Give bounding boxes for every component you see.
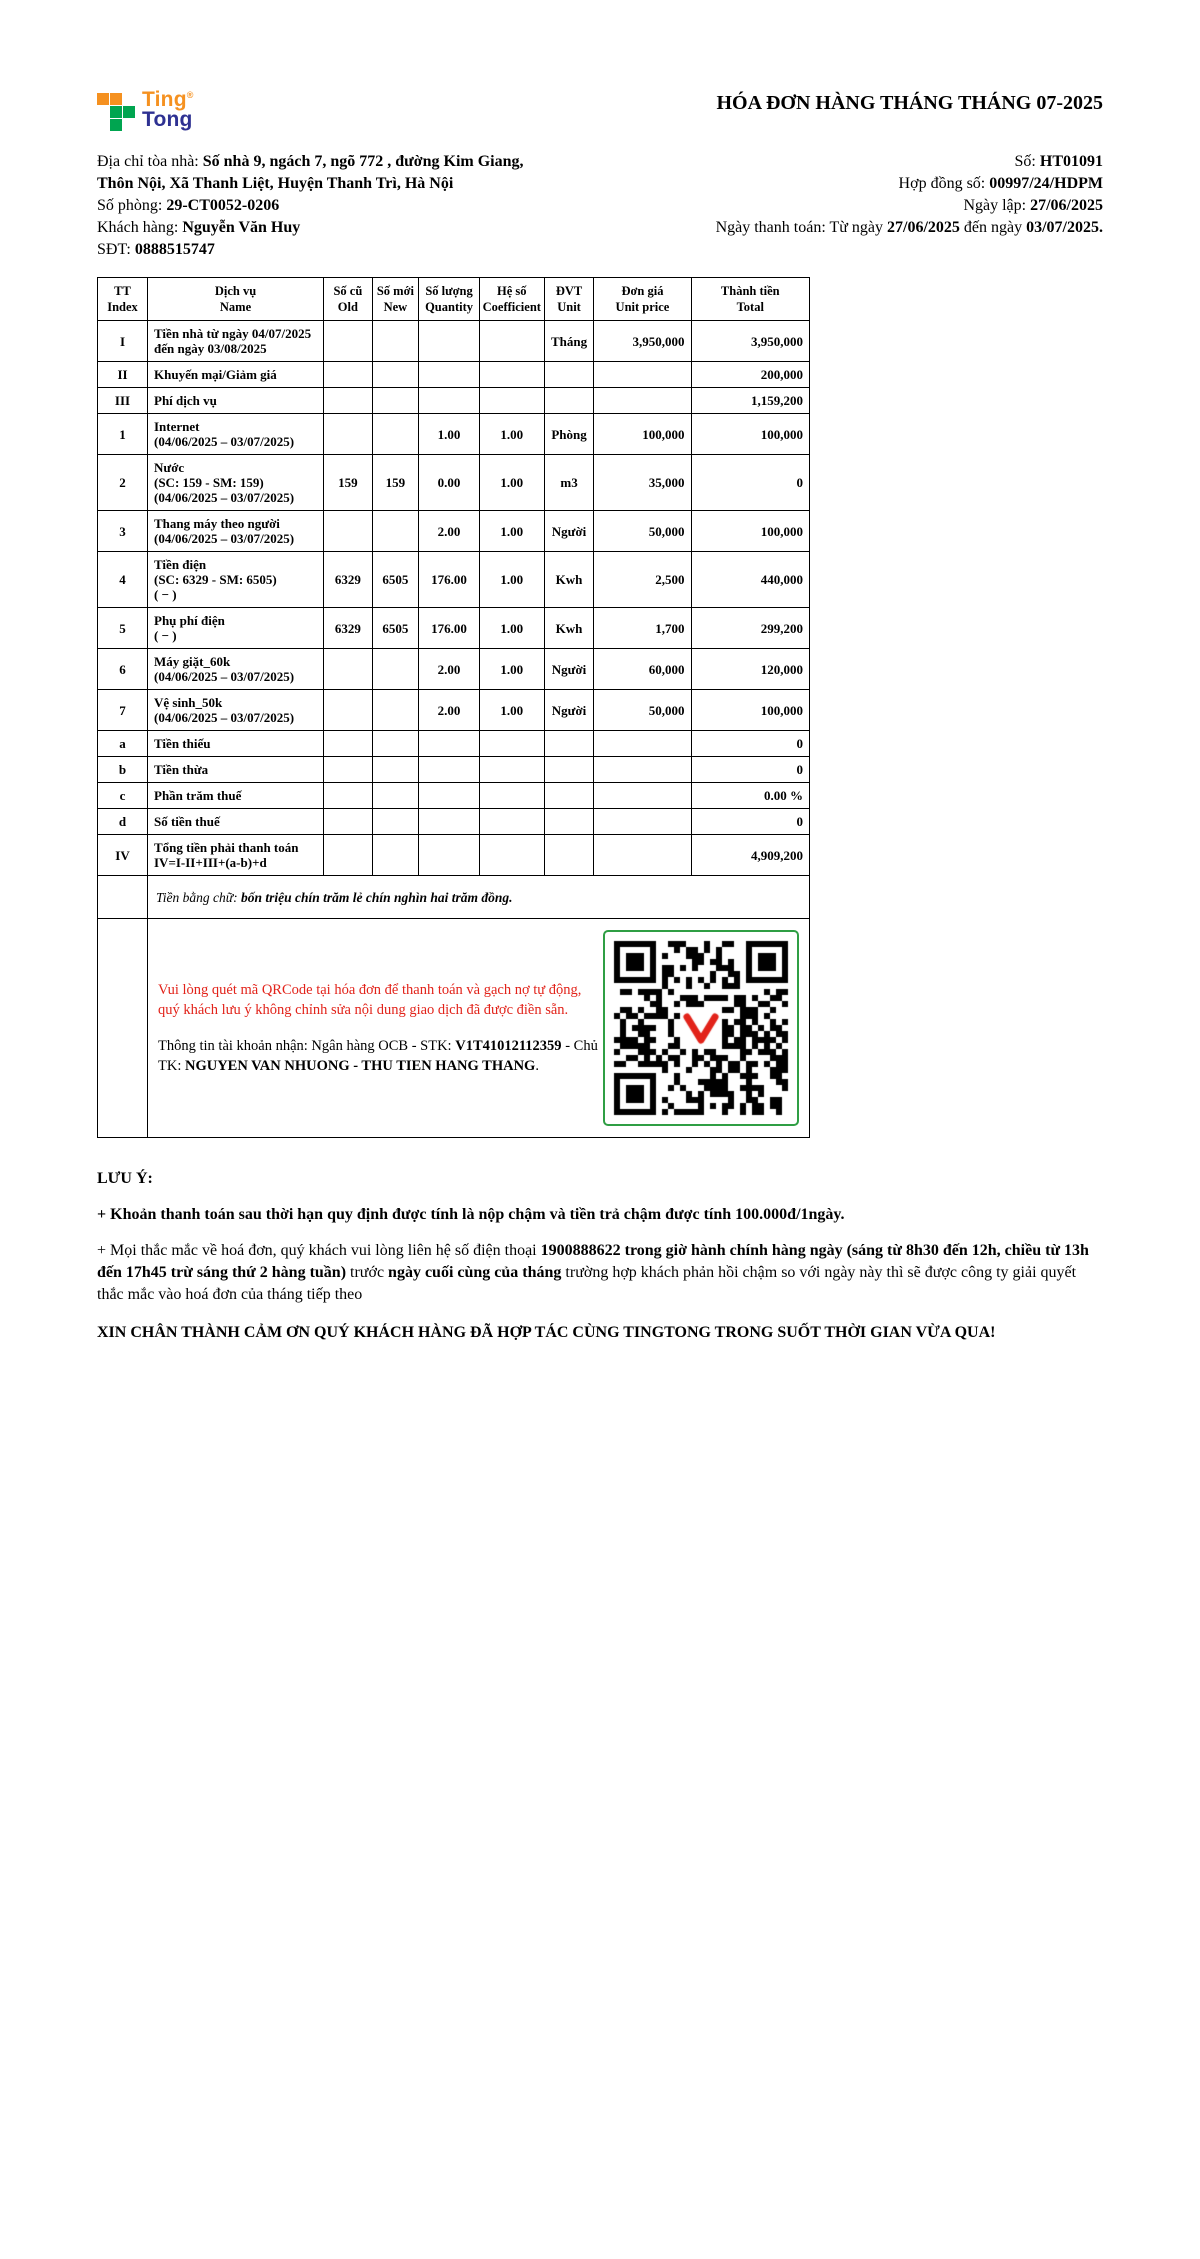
cell-total: 0.00 % <box>691 783 809 809</box>
cell-coef <box>479 362 544 388</box>
column-header: ĐVT Unit <box>544 278 594 321</box>
cell-total: 3,950,000 <box>691 321 809 362</box>
cell-unit: Người <box>544 511 594 552</box>
cell-coef: 1.00 <box>479 511 544 552</box>
cell-old <box>324 362 373 388</box>
cell-unit <box>544 835 594 876</box>
cell-name: Số tiền thuế <box>148 809 324 835</box>
invoice-row-5 <box>98 608 810 649</box>
cell-total: 200,000 <box>691 362 809 388</box>
invoice-row-1 <box>98 414 810 455</box>
cell-tt: 1 <box>98 414 148 455</box>
cell-qty <box>419 321 480 362</box>
invoice-table-body <box>98 321 810 876</box>
logo-pixel <box>97 106 109 118</box>
column-header: Dịch vụ Name <box>148 278 324 321</box>
invoice-row-a <box>98 731 810 757</box>
logo-pixel <box>123 93 135 105</box>
tingtong-logo-icon <box>97 93 135 131</box>
qr-code-image <box>608 935 794 1121</box>
cell-unit <box>544 757 594 783</box>
cell-qty <box>419 783 480 809</box>
contract-number: Hợp đồng số: 00997/24/HDPM <box>898 175 1103 192</box>
column-header: Số mới New <box>372 278 419 321</box>
cell-unit: Phòng <box>544 414 594 455</box>
cell-qty: 2.00 <box>419 511 480 552</box>
cell-unit <box>544 362 594 388</box>
invoice-header <box>97 90 1103 131</box>
cell-old <box>324 649 373 690</box>
cell-price: 2,500 <box>594 552 691 608</box>
late-payment-note: + Khoản thanh toán sau thời hạn quy định được tính là nộp chậm và tiền trả chậm được tính 100.000đ/1ngày. <box>97 1206 845 1223</box>
invoice-row-c <box>98 783 810 809</box>
column-header: TT Index <box>98 278 148 321</box>
cell-price: 50,000 <box>594 511 691 552</box>
column-header: Đơn giá Unit price <box>594 278 691 321</box>
cell-coef <box>479 388 544 414</box>
invoice-row-II <box>98 362 810 388</box>
cell-coef: 1.00 <box>479 608 544 649</box>
cell-unit: Người <box>544 649 594 690</box>
cell-old <box>324 731 373 757</box>
cell-new <box>372 690 419 731</box>
cell-qty <box>419 835 480 876</box>
cell-tt: II <box>98 362 148 388</box>
cell-coef: 1.00 <box>479 649 544 690</box>
cell-qty <box>419 757 480 783</box>
cell-name: Internet (04/06/2025 – 03/07/2025) <box>148 414 324 455</box>
footer-notes <box>97 1168 1103 1344</box>
cell-coef: 1.00 <box>479 552 544 608</box>
cell-unit: Kwh <box>544 552 594 608</box>
cell-price <box>594 362 691 388</box>
cell-price <box>594 809 691 835</box>
cell-coef: 1.00 <box>479 690 544 731</box>
cell-coef: 1.00 <box>479 455 544 511</box>
qr-texts <box>158 980 603 1076</box>
logo-pixel <box>123 119 135 131</box>
cell-coef <box>479 783 544 809</box>
cell-new <box>372 757 419 783</box>
tingtong-logo <box>97 90 194 131</box>
cell-coef: 1.00 <box>479 414 544 455</box>
cell-total: 440,000 <box>691 552 809 608</box>
cell-name: Nước (SC: 159 - SM: 159) (04/06/2025 – 03/07/2025) <box>148 455 324 511</box>
cell-new <box>372 414 419 455</box>
cell-name: Phần trăm thuế <box>148 783 324 809</box>
invoice-table-foot <box>98 876 810 1138</box>
cell-name: Phụ phí điện ( − ) <box>148 608 324 649</box>
cell-total: 1,159,200 <box>691 388 809 414</box>
logo-pixel <box>110 93 122 105</box>
qr-row <box>98 919 810 1138</box>
cell-qty: 0.00 <box>419 455 480 511</box>
cell-new: 6505 <box>372 608 419 649</box>
cell-tt: c <box>98 783 148 809</box>
receiving-account-info: Thông tin tài khoản nhận: Ngân hàng OCB - STK: V1T41012112359 - Chủ TK: NGUYEN VAN NHUONG - THU TIEN HANG THANG. <box>158 1038 598 1074</box>
cell-total: 100,000 <box>691 690 809 731</box>
issue-date: Ngày lập: 27/06/2025 <box>963 197 1103 214</box>
logo-pixel <box>123 106 135 118</box>
cell-price: 35,000 <box>594 455 691 511</box>
invoice-row-b <box>98 757 810 783</box>
cell-name: Vệ sinh_50k (04/06/2025 – 03/07/2025) <box>148 690 324 731</box>
cell-total: 0 <box>691 731 809 757</box>
cell-coef <box>479 731 544 757</box>
cell-price <box>594 783 691 809</box>
cell-new <box>372 649 419 690</box>
cell-new <box>372 731 419 757</box>
cell-coef <box>479 757 544 783</box>
account-number: V1T41012112359 <box>455 1038 562 1054</box>
column-header: Hệ số Coefficient <box>479 278 544 321</box>
cell-tt: 4 <box>98 552 148 608</box>
amount-in-words-row <box>98 876 810 919</box>
cell-unit: Kwh <box>544 608 594 649</box>
cell-new: 6505 <box>372 552 419 608</box>
cell-old: 6329 <box>324 608 373 649</box>
account-holder: NGUYEN VAN NHUONG - THU TIEN HANG THANG <box>184 1058 536 1074</box>
invoice-table-head <box>98 278 810 321</box>
cell-new <box>372 511 419 552</box>
cell-price: 50,000 <box>594 690 691 731</box>
cell-new <box>372 362 419 388</box>
cell-coef <box>479 321 544 362</box>
room-number: Số phòng: 29-CT0052-0206 <box>97 197 280 214</box>
cell-qty <box>419 362 480 388</box>
cell-coef <box>479 835 544 876</box>
info-right <box>716 151 1103 261</box>
cell-unit <box>544 388 594 414</box>
cell-old <box>324 388 373 414</box>
cell-name: Máy giặt_60k (04/06/2025 – 03/07/2025) <box>148 649 324 690</box>
cell-tt: 2 <box>98 455 148 511</box>
logo-pixel <box>110 106 122 118</box>
cell-total: 0 <box>691 455 809 511</box>
cell-new <box>372 835 419 876</box>
cell-total: 100,000 <box>691 511 809 552</box>
cell-tt: 6 <box>98 649 148 690</box>
column-header: Số lượng Quantity <box>419 278 480 321</box>
cell-name: Tiền thừa <box>148 757 324 783</box>
cell-qty: 1.00 <box>419 414 480 455</box>
invoice-info <box>97 151 1103 261</box>
cell-qty: 2.00 <box>419 690 480 731</box>
cell-price <box>594 731 691 757</box>
cell-old <box>324 835 373 876</box>
invoice-row-6 <box>98 649 810 690</box>
cell-qty: 2.00 <box>419 649 480 690</box>
cell-old <box>324 321 373 362</box>
cell-new <box>372 321 419 362</box>
column-header: Thành tiền Total <box>691 278 809 321</box>
cell-name: Tiền điện (SC: 6329 - SM: 6505) ( − ) <box>148 552 324 608</box>
notes-title: LƯU Ý: <box>97 1170 153 1187</box>
hotline-number: 1900888622 trong giờ hành chính hàng ngày (sáng từ 8h30 đến 12h, chiều từ 13h đến 17h45 trừ sáng thứ 2 hàng tuần) <box>97 1242 1089 1281</box>
invoice-row-IV <box>98 835 810 876</box>
cell-name: Thang máy theo người (04/06/2025 – 03/07/2025) <box>148 511 324 552</box>
qr-payment-notice: Vui lòng quét mã QRCode tại hóa đơn để thanh toán và gạch nợ tự động, quý khách lưu ý không chỉnh sửa nội dung giao dịch đã được điền sẵn. <box>158 982 582 1018</box>
cell-name: Tiền nhà từ ngày 04/07/2025 đến ngày 03/08/2025 <box>148 321 324 362</box>
cell-price: 3,950,000 <box>594 321 691 362</box>
cell-unit: Người <box>544 690 594 731</box>
cell-price: 1,700 <box>594 608 691 649</box>
cell-old: 159 <box>324 455 373 511</box>
logo-pixel <box>97 119 109 131</box>
invoice-row-III <box>98 388 810 414</box>
cell-unit: m3 <box>544 455 594 511</box>
cell-total: 4,909,200 <box>691 835 809 876</box>
logo-pixel <box>110 119 122 131</box>
cell-total: 0 <box>691 757 809 783</box>
cell-new: 159 <box>372 455 419 511</box>
cell-unit <box>544 783 594 809</box>
cell-tt: 5 <box>98 608 148 649</box>
cell-name: Tổng tiền phải thanh toán IV=I-II+III+(a-b)+d <box>148 835 324 876</box>
cell-tt: d <box>98 809 148 835</box>
cell-new <box>372 783 419 809</box>
cell-old <box>324 690 373 731</box>
cell-name: Khuyến mại/Giảm giá <box>148 362 324 388</box>
cell-name: Tiền thiếu <box>148 731 324 757</box>
cell-price <box>594 757 691 783</box>
invoice-row-4 <box>98 552 810 608</box>
cell-unit <box>544 809 594 835</box>
qr-code <box>603 930 799 1126</box>
empty-cell <box>98 876 148 919</box>
amount-in-words-value: bốn triệu chín trăm lẻ chín nghìn hai trăm đồng. <box>240 889 513 905</box>
invoice-title: HÓA ĐƠN HÀNG THÁNG THÁNG 07-2025 <box>716 92 1103 114</box>
cell-price: 100,000 <box>594 414 691 455</box>
cell-tt: 3 <box>98 511 148 552</box>
invoice-row-I <box>98 321 810 362</box>
column-header: Số cũ Old <box>324 278 373 321</box>
cell-price: 60,000 <box>594 649 691 690</box>
cell-price <box>594 835 691 876</box>
cell-tt: III <box>98 388 148 414</box>
cell-tt: b <box>98 757 148 783</box>
amount-in-words-label: Tiền bằng chữ: <box>156 889 241 905</box>
cell-tt: a <box>98 731 148 757</box>
header-row <box>98 278 810 321</box>
cell-qty: 176.00 <box>419 552 480 608</box>
phone-number: SĐT: 0888515747 <box>97 241 215 258</box>
cell-total: 0 <box>691 809 809 835</box>
invoice-row-d <box>98 809 810 835</box>
cell-unit <box>544 731 594 757</box>
cell-price <box>594 388 691 414</box>
cell-qty <box>419 809 480 835</box>
cell-qty <box>419 731 480 757</box>
invoice-row-7 <box>98 690 810 731</box>
qr-section-cell <box>148 919 810 1138</box>
cell-name: Phí dịch vụ <box>148 388 324 414</box>
thank-you-message: XIN CHÂN THÀNH CẢM ƠN QUÝ KHÁCH HÀNG ĐÃ HỢP TÁC CÙNG TINGTONG TRONG SUỐT THỜI GIAN VỪA QUA! <box>97 1324 996 1341</box>
invoice-table <box>97 277 810 1138</box>
logo-word-ting: Ting® <box>142 88 194 111</box>
cell-old <box>324 757 373 783</box>
cell-old: 6329 <box>324 552 373 608</box>
cell-tt: I <box>98 321 148 362</box>
cell-tt: IV <box>98 835 148 876</box>
invoice-number: Số: HT01091 <box>1014 153 1103 170</box>
hotline-note: + Mọi thắc mắc về hoá đơn, quý khách vui lòng liên hệ số điện thoại 1900888622 trong giờ hành chính hàng ngày (sáng từ 8h30 đến 12h, chiều từ 13h đến 17h45 trừ sáng thứ 2 hàng tuần) trước ngày cuối cùng của tháng trường hợp khách phản hồi chậm so với ngày này thì sẽ được công ty giải quyết thắc mắc vào hoá đơn của tháng tiếp theo <box>97 1242 1089 1303</box>
amount-in-words-cell <box>148 876 810 919</box>
info-left <box>97 151 524 261</box>
cell-old <box>324 511 373 552</box>
building-address-line2: Thôn Nội, Xã Thanh Liệt, Huyện Thanh Trì, Hà Nội <box>97 175 454 192</box>
cell-tt: 7 <box>98 690 148 731</box>
cell-qty <box>419 388 480 414</box>
cell-old <box>324 809 373 835</box>
logo-pixel <box>97 93 109 105</box>
invoice-row-2 <box>98 455 810 511</box>
logo-word-tong: Tong <box>142 108 193 132</box>
payment-period: Ngày thanh toán: Từ ngày 27/06/2025 đến ngày 03/07/2025. <box>715 219 1103 236</box>
registered-mark: ® <box>186 90 194 100</box>
cell-total: 299,200 <box>691 608 809 649</box>
cell-qty: 176.00 <box>419 608 480 649</box>
invoice-row-3 <box>98 511 810 552</box>
cell-total: 100,000 <box>691 414 809 455</box>
cell-coef <box>479 809 544 835</box>
cell-old <box>324 783 373 809</box>
cell-total: 120,000 <box>691 649 809 690</box>
cell-old <box>324 414 373 455</box>
customer-name: Khách hàng: Nguyễn Văn Huy <box>97 219 301 236</box>
empty-cell <box>98 919 148 1138</box>
cell-unit: Tháng <box>544 321 594 362</box>
tingtong-logo-text <box>142 90 194 131</box>
building-address-line1: Địa chỉ tòa nhà: Số nhà 9, ngách 7, ngõ 772 , đường Kim Giang, <box>97 153 524 170</box>
cell-new <box>372 388 419 414</box>
cell-new <box>372 809 419 835</box>
